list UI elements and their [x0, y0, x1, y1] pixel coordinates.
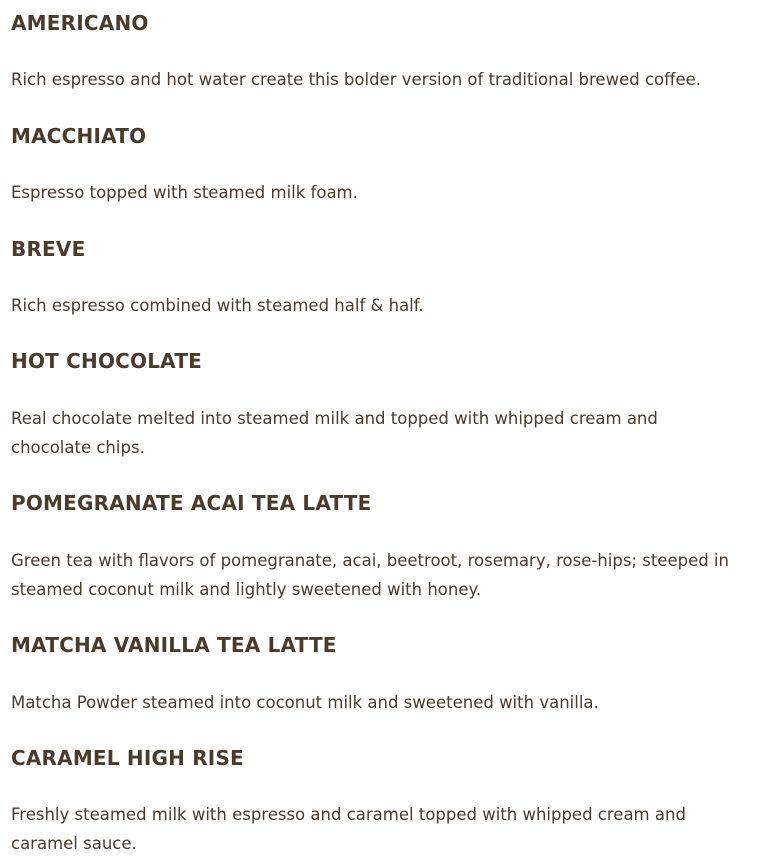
- item-name: BREVE: [11, 237, 86, 261]
- item-name: POMEGRANATE ACAI TEA LATTE: [11, 491, 372, 515]
- item-name: HOT CHOCOLATE: [11, 349, 203, 373]
- item-description: Espresso topped with steamed milk foam.: [11, 183, 358, 202]
- item-name: MACCHIATO: [11, 124, 147, 148]
- menu-item-breve: [11, 236, 759, 315]
- menu-item-matcha-vanilla-tea-latte: [11, 632, 759, 712]
- item-name: CARAMEL HIGH RISE: [11, 746, 244, 770]
- menu-item-caramel-high-rise: [11, 745, 759, 853]
- menu-item-hot-chocolate: [11, 348, 759, 457]
- item-description: Matcha Powder steamed into coconut milk and sweetened with vanilla.: [11, 693, 599, 712]
- item-description: Rich espresso combined with steamed half & half.: [11, 296, 424, 315]
- item-description: Green tea with flavors of pomegranate, acai, beetroot, rosemary, rose-hips; steeped in steamed coconut milk and lightly sweetened with honey.: [11, 551, 729, 599]
- item-name: MATCHA VANILLA TEA LATTE: [11, 633, 337, 657]
- item-description: Real chocolate melted into steamed milk and topped with whipped cream and chocolate chips.: [11, 409, 658, 457]
- menu-item-macchiato: [11, 123, 759, 202]
- item-description: Rich espresso and hot water create this bolder version of traditional brewed coffee.: [11, 70, 702, 89]
- item-description: Freshly steamed milk with espresso and caramel topped with whipped cream and caramel sauce.: [11, 805, 686, 853]
- item-name: AMERICANO: [11, 11, 149, 35]
- menu-item-americano: [11, 10, 759, 89]
- menu-item-pomegranate-acai-tea-latte: [11, 490, 759, 599]
